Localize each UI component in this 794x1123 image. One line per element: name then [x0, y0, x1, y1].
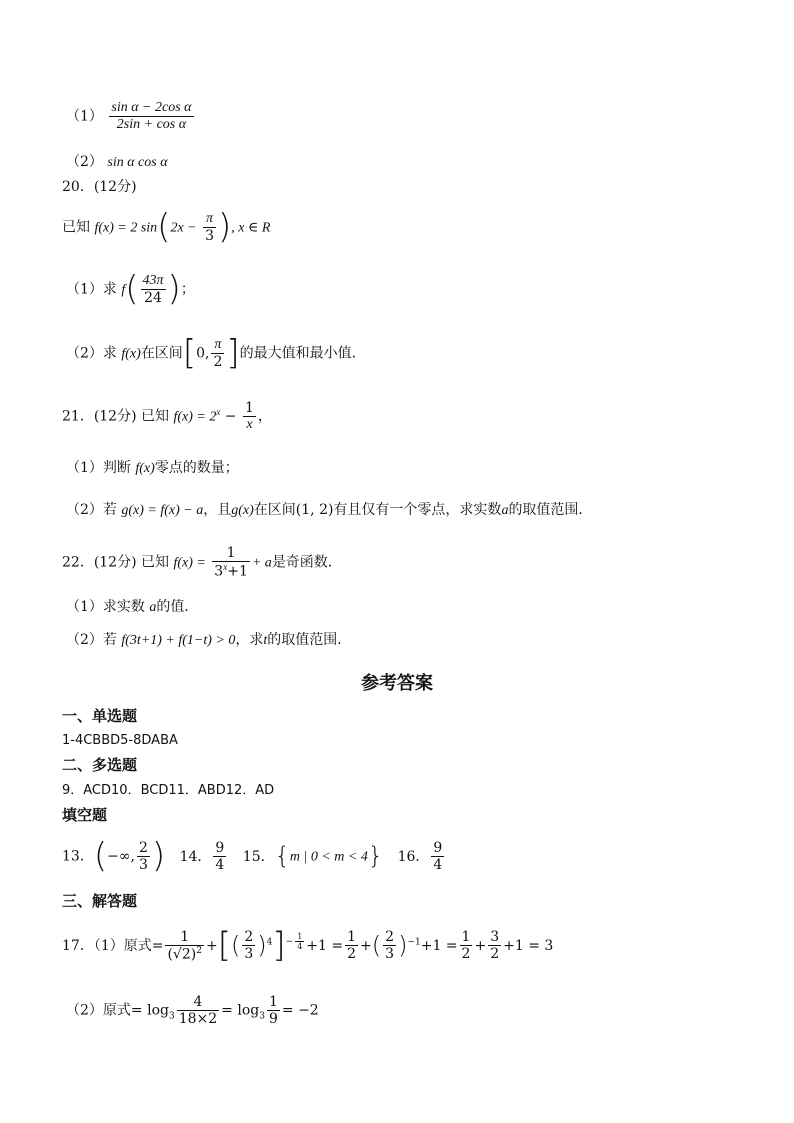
q21-part1: [66, 461, 239, 476]
q20-inner: 2x −: [170, 220, 197, 236]
frac-numerator: 1: [165, 929, 204, 946]
q22-part2-suffix: 的取值范围．: [267, 632, 352, 648]
q22-part2-label: （2）若: [66, 632, 117, 648]
bracket-right: ]: [272, 925, 286, 966]
q21-minus: −: [224, 408, 237, 425]
answer-14-fraction: [213, 840, 226, 873]
answer-13-fraction: [137, 840, 150, 873]
answer-17-label: 17．（1）原式: [62, 937, 152, 954]
frac-numerator: 2: [138, 840, 148, 856]
q21-part2: [66, 503, 592, 518]
frac-denominator: [165, 946, 204, 963]
q21-part2-interval: (1, 2): [295, 502, 334, 518]
a17-frac-6: [488, 929, 501, 962]
q21-label: 21．(12分) 已知: [62, 408, 170, 425]
q20-part1-f: f: [121, 282, 126, 298]
brace-left: {: [274, 842, 290, 870]
q21-part2-mid3: 有且仅有一个零点，求实数: [333, 502, 502, 518]
a17-frac-1: [165, 929, 204, 963]
paren-left: (: [157, 207, 171, 247]
paren-left: (: [93, 836, 108, 876]
frac-numerator: 43π: [141, 273, 166, 290]
eq-sign: =: [151, 937, 164, 954]
multi-choice-answers: 9．ACD10．BCD11．ABD12．AD: [62, 783, 275, 798]
paren-right: ): [151, 836, 166, 876]
q20-func: f(x) = 2 sin: [94, 220, 158, 236]
q21-part1-label: （1）判断: [66, 460, 131, 476]
answer-14-label: 14．: [179, 848, 212, 865]
a17p2-result: = −2: [281, 1002, 319, 1019]
q22-label: 22．(12分) 已知: [62, 554, 170, 571]
q21-part2-suffix: 的取值范围．: [508, 502, 593, 518]
q21-part2-label: （2）若: [66, 502, 117, 518]
q20-part2-zero: 0,: [196, 345, 210, 362]
frac-numerator: 1: [297, 932, 303, 942]
q20-label: 20．(12分): [62, 179, 137, 195]
answer-13-left: −∞,: [107, 848, 135, 865]
den-exp: 2: [196, 946, 202, 957]
frac-numerator: 2: [385, 929, 395, 946]
frac-denominator: x: [246, 417, 253, 433]
answers-title: 参考答案: [361, 673, 433, 694]
paren-right: ): [398, 931, 408, 960]
den-base: (√2): [167, 946, 197, 963]
answer-17-part2-label: （2）原式: [66, 1002, 131, 1019]
bracket-left: [: [182, 333, 197, 373]
q20-part1-suffix: ；: [180, 281, 195, 298]
frac-numerator: 4: [177, 994, 219, 1011]
q21-fraction: [243, 400, 256, 433]
log-base: 3: [259, 1011, 265, 1022]
q21-part2-mid2: 在区间: [253, 502, 296, 518]
frac-denominator: 2: [213, 354, 223, 371]
q22-fraction: [212, 545, 250, 580]
frac-numerator: 1: [268, 994, 278, 1010]
plus-sign: +: [474, 937, 487, 954]
single-choice-answers: 1-4CBBD5-8DABA: [62, 733, 178, 748]
q22-part1: [66, 600, 198, 615]
frac-numerator: 2: [244, 929, 254, 946]
paren-left: (: [125, 269, 139, 309]
frac-denominator: 18×2: [178, 1011, 218, 1028]
frac-denominator: 4: [297, 942, 303, 952]
den-base: 3: [214, 563, 224, 580]
a17-frac-3: [345, 929, 358, 962]
frac-numerator: sin α − 2cos α: [109, 100, 193, 117]
q20-given: [62, 207, 271, 247]
log-base: 3: [168, 1011, 175, 1022]
a17-result: +1 = 3: [503, 937, 554, 954]
q22-stem: [62, 545, 342, 580]
paren-right: ): [167, 269, 181, 309]
q20-part2: [66, 333, 366, 373]
q20-part2-suffix: 的最大值和最小值．: [239, 345, 366, 362]
paren-right: ): [217, 207, 232, 247]
q19-part2: [66, 155, 168, 170]
q22-part2-expr: f(3t+1) + f(1−t) > 0: [121, 633, 236, 648]
q21-func: f(x) = 2: [173, 409, 217, 425]
plus-one: +1 =: [306, 937, 344, 954]
plus-sign: +: [205, 937, 218, 954]
frac-denominator: 3: [385, 946, 395, 963]
q21-part2-g: g(x) = f(x) − a: [121, 503, 204, 518]
q22-part1-label: （1）求实数: [66, 599, 145, 615]
frac-numerator: 1: [461, 929, 471, 946]
a17p2-frac-2: [267, 994, 280, 1027]
frac-numerator: π: [203, 211, 216, 228]
answer-17-part2: [66, 994, 319, 1027]
q21-suffix: ，: [257, 408, 272, 425]
q20-part2-f: f(x): [121, 346, 141, 362]
q20-part2-label: （2）求: [66, 345, 117, 362]
answer-15-label: 15．: [242, 848, 275, 865]
q20-part1-fraction: [141, 273, 166, 306]
q20-domain: , x ∈ R: [231, 220, 271, 236]
a17-exp-frac: [295, 932, 304, 951]
answer-17-part1: [62, 925, 554, 966]
paren-right: ): [257, 931, 267, 960]
q22-part2-t: t: [263, 633, 268, 648]
q19-part2-label: （2）: [66, 154, 103, 170]
a17-frac-5: [460, 929, 473, 962]
frac-denominator: 3: [205, 228, 214, 245]
paren-left: (: [230, 931, 241, 960]
frac-numerator: 1: [212, 545, 250, 562]
q21-part2-mid: ，且: [203, 502, 232, 518]
a17-frac-2: [242, 929, 255, 962]
frac-numerator: 1: [347, 929, 357, 946]
a17-frac-4: [383, 929, 396, 962]
frac-numerator: π: [211, 337, 224, 354]
section-solutions: 三、解答题: [62, 892, 138, 910]
den-post: +1: [227, 563, 248, 580]
frac-numerator: 1: [244, 400, 254, 416]
frac-denominator: 4: [433, 857, 443, 874]
q22-part1-suffix: 的值．: [156, 599, 199, 615]
plus-one: +1 =: [420, 937, 458, 954]
q19-part2-expr: sin α cos α: [107, 155, 168, 170]
q20-pi-over-3: [203, 211, 216, 244]
frac-denominator: [212, 562, 250, 580]
section-single-choice: 一、单选题: [62, 707, 138, 725]
q22-part2-mid: ，求: [235, 632, 264, 648]
neg-sign: −: [285, 937, 294, 948]
frac-denominator: 2sin + cos α: [116, 117, 187, 133]
q20-part2-mid: 在区间: [140, 345, 183, 362]
q19-part1-fraction: [109, 100, 193, 133]
exp-4: 4: [266, 937, 273, 948]
q22-suffix: 是奇函数．: [271, 554, 342, 571]
q22-part1-a: a: [149, 600, 157, 615]
q20-part2-fraction: [211, 337, 224, 370]
frac-denominator: 2: [490, 946, 500, 963]
bracket-right: ]: [226, 333, 240, 373]
answer-16-label: 16．: [397, 848, 430, 865]
q20-part1: [66, 269, 195, 309]
frac-numerator: 9: [433, 840, 443, 856]
fill-blank-answers: [62, 836, 446, 876]
q21-part1-f: f(x): [135, 461, 155, 476]
log: = log: [130, 1002, 169, 1019]
q22-func: f(x) =: [173, 555, 206, 571]
q21-part1-suffix: 零点的数量；: [154, 460, 239, 476]
q20-given-prefix: 已知: [62, 219, 90, 236]
section-multi-choice: 二、多选题: [62, 756, 138, 774]
q21-part2-g2: g(x): [231, 503, 254, 518]
bracket-left: [: [217, 925, 231, 966]
q22-part2: [66, 633, 351, 648]
section-fill-blank: 填空题: [62, 806, 108, 824]
q19-part1-label: （1）: [66, 108, 103, 125]
q21-exp: x: [216, 406, 221, 417]
frac-denominator: 3: [244, 946, 254, 963]
paren-left: (: [371, 931, 382, 960]
plus-sign: +: [360, 937, 372, 954]
answer-15-set: m | 0 < m < 4: [289, 849, 368, 865]
exp-neg-quarter: [285, 932, 307, 952]
frac-denominator: 4: [215, 857, 225, 874]
answer-13-label: 13．: [62, 848, 94, 865]
frac-denominator: 2: [461, 946, 471, 963]
frac-numerator: 3: [490, 929, 500, 946]
q21-stem: [62, 400, 272, 433]
frac-denominator: 9: [268, 1011, 278, 1028]
a17p2-frac-1: [177, 994, 219, 1027]
den-exp: x: [223, 562, 228, 573]
brace-right: }: [367, 842, 384, 870]
log: = log: [221, 1002, 260, 1019]
exp-neg-one: −1: [407, 937, 421, 948]
frac-denominator: 2: [347, 946, 357, 963]
q19-part1: [66, 100, 196, 133]
frac-denominator: 3: [138, 857, 148, 874]
frac-numerator: 9: [215, 840, 225, 856]
q20-part1-label: （1）求: [66, 281, 117, 298]
answer-16-fraction: [431, 840, 444, 873]
q21-part2-a: a: [501, 503, 509, 518]
q22-plus-a: + a: [251, 555, 272, 571]
frac-denominator: 24: [144, 290, 162, 307]
